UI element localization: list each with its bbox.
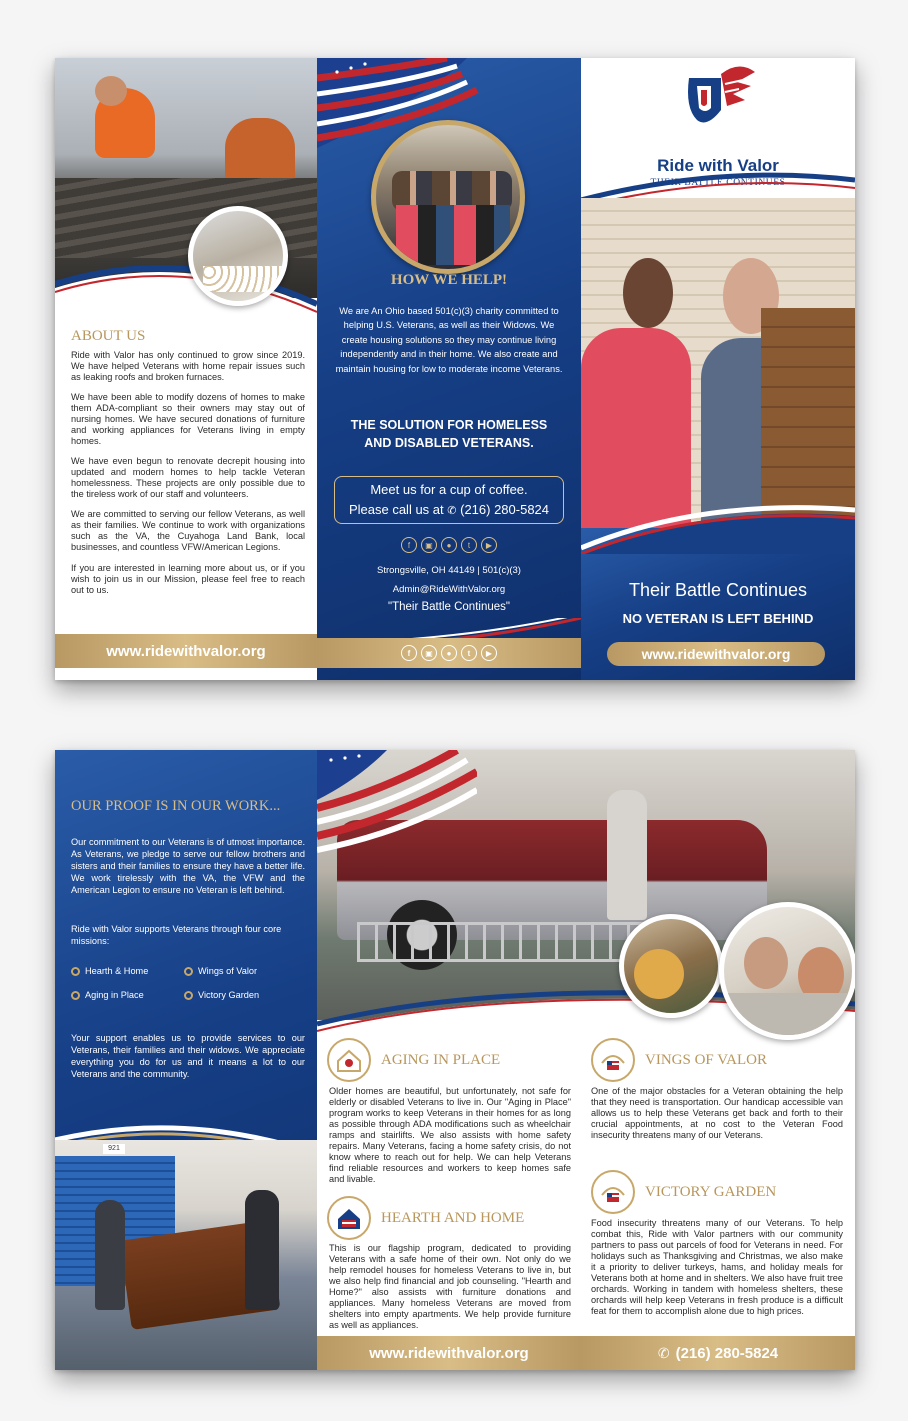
snapchat-icon[interactable]: ● — [441, 645, 457, 661]
programs-right-panel — [581, 1030, 855, 1370]
instagram-icon[interactable]: ▣ — [421, 537, 437, 553]
contact-box — [334, 476, 564, 524]
missions-intro: Ride with Valor supports Veterans through four core missions: — [71, 924, 282, 946]
social-icons — [317, 537, 581, 553]
volunteer-group-photo — [371, 120, 525, 274]
youtube-icon[interactable]: ▶ — [481, 537, 497, 553]
veteran-reaction-photo — [581, 198, 855, 528]
facebook-icon[interactable]: f — [401, 645, 417, 661]
mission-item — [184, 966, 257, 976]
mover-right — [245, 1190, 279, 1310]
unit-number: 921 — [103, 1144, 125, 1154]
website-link[interactable]: www.ridewithvalor.org — [317, 1336, 581, 1370]
worker-yellow-shirt — [634, 949, 684, 999]
aging-title: AGING IN PLACE — [381, 1052, 501, 1068]
wings-title: VINGS OF VALOR — [645, 1052, 767, 1068]
meal-prep-photo — [188, 206, 288, 306]
mission-label: Wings of Valor — [198, 966, 258, 976]
mission-item — [184, 990, 259, 1000]
website-link[interactable]: www.ridewithvalor.org — [55, 634, 317, 668]
proof-panel — [55, 750, 317, 1370]
wings-emblem-icon — [591, 1038, 635, 1082]
cover-panel — [581, 58, 855, 680]
twitter-icon[interactable]: t — [461, 645, 477, 661]
mission-label: Hearth & Home — [85, 966, 149, 976]
mission-label: Victory Garden — [198, 990, 260, 1000]
cover-subslogan: NO VETERAN IS LEFT BEHIND — [622, 611, 814, 626]
about-paragraph: If you are interested in learning more about us, or if you wish to join us in our Mission, please feel free to reach out to us. — [71, 562, 305, 595]
how-we-help-panel — [317, 58, 581, 680]
social-icons-footer — [401, 645, 497, 661]
hearth-emblem-icon — [327, 1196, 371, 1240]
repair-work-photo — [619, 914, 723, 1018]
phone-icon: ✆ — [447, 504, 457, 517]
hearth-title: HEARTH AND HOME — [381, 1210, 525, 1226]
contact-email[interactable]: Admin@RideWithValor.org — [392, 584, 506, 595]
furniture-moving-photo — [55, 1140, 317, 1370]
about-paragraph: We have even begun to renovate decrepit housing into updated and modern homes to help tackle Veteran homelessness. These projects are only possible due to the tireless work of our staff and volunteers. — [71, 456, 305, 500]
brochure-inside — [55, 750, 855, 1370]
wave-divider — [581, 504, 855, 554]
plates — [203, 266, 283, 292]
about-panel — [55, 58, 317, 680]
bullet-icon — [71, 967, 80, 976]
snapchat-icon[interactable]: ● — [441, 537, 457, 553]
cover-slogan: Their Battle Continues — [628, 580, 808, 600]
worker-head — [95, 76, 127, 106]
footer-phone[interactable]: (216) 280-5824 — [675, 1344, 779, 1362]
proof-intro: Our commitment to our Veterans is of utmost importance. As Veterans, we pledge to serve our fellow brothers and sisters and their families to ensure they have a better life. We work tirelessly with the VA, the VFW and the American Legion to ensure no Veteran is left behind. — [71, 837, 305, 895]
mission-label: Aging in Place — [85, 990, 144, 1000]
coffee-line: Meet us for a cup of coffee. — [370, 482, 528, 497]
brochure-outside — [55, 58, 855, 680]
eagle-flag-icon — [598, 1177, 628, 1207]
about-paragraph: Ride with Valor has only continued to grow since 2019. We have helped Veterans with home repair issues such as leaking roofs and broken furnaces. — [71, 350, 305, 383]
phone-icon: ✆ — [657, 1344, 670, 1361]
garden-text: Food insecurity threatens many of our Veterans. To help combat this, Ride with Valor partners with our community partners to pass out parcels of food for Veterans in need. For holidays such as Thanksgiving and Christmas, we also make it a priority to deliver turkeys, hams, and holiday meals for Veterans both at home and in shelters. We also have fruit tree orchards. Working in tandem with homeless shelters, these orchards will help keep Veterans in fresh produce is a difficult feat for them to accomplish alone due to high prices. — [591, 1218, 843, 1317]
bullet-icon — [184, 991, 193, 1000]
call-label: Please call us at — [348, 501, 444, 517]
aging-text: Older homes are beautiful, but unfortunately, not safe for elderly or disabled Veterans to live in. Our "Aging in Place" program works to keep Veterans in their homes for as long as possible through ADA modifications such as wheelchair ramps and stairlifts. We also assists with home safety repairs. Many Veterans, facing a home safety crisis, do not know where to reach out for help. We can help Veterans find reliable resources and workers to keep homes safe and livable. — [329, 1086, 571, 1185]
programs-left-panel — [317, 1030, 581, 1370]
quote: "Their Battle Continues" — [388, 601, 510, 613]
twitter-icon[interactable]: t — [461, 537, 477, 553]
proof-heading: OUR PROOF IS IN OUR WORK... — [71, 798, 281, 814]
brand-tagline: THEIR BATTLE CONTINUES — [650, 178, 786, 188]
call-line — [335, 500, 563, 520]
solution-tagline: THE SOLUTION FOR HOMELESS AND DISABLED VETERANS. — [350, 418, 548, 451]
about-paragraph: We are committed to serving our fellow Veterans, as well as their families. We continue to work with organizations such as the VA, the Cuyahoga Land Bank, local businesses, and countless VFW/American Legions. — [71, 509, 305, 553]
wings-text: One of the major obstacles for a Veteran obtaining the help that they need is transportation. Our handicap accessible van allows us to help these Veterans get back and forth to their crucial appointments, at no cost to the Veteran Food insecurity threatens many of our Veterans. — [591, 1086, 843, 1141]
bullet-icon — [71, 991, 80, 1000]
brand-name: Ride with Valor — [657, 156, 779, 175]
mission-item — [71, 990, 144, 1000]
aging-emblem-icon — [327, 1038, 371, 1082]
how-we-help-text: We are An Ohio based 501(c)(3) charity committed to helping U.S. Veterans, as well as their Widows. We create housing solutions so they may continue living independently and in their home. We also create and maintain housing for low to moderate income Veterans. — [335, 306, 563, 374]
youtube-icon[interactable]: ▶ — [481, 645, 497, 661]
ramp-railing — [357, 922, 657, 962]
house-flag-icon — [334, 1203, 364, 1233]
about-heading: ABOUT US — [71, 328, 146, 344]
footer-bar — [317, 638, 581, 668]
support-text: Your support enables us to provide services to our Veterans, their families and their widows. We appreciate everything you do for us and it means a lot to our Veterans and the community. — [71, 1033, 305, 1079]
home-heart-icon — [334, 1045, 364, 1075]
cover-website-link[interactable]: www.ridewithvalor.org — [607, 642, 825, 666]
hearth-text: This is our flagship program, dedicated to providing Veterans with a safe home of their own. Not only do we help remodel houses for homeless Veterans to live in, but we also help find financial and job counseling. "Hearth and Home?" also assists with furniture donations and appliances. Many homeless Veterans are moved from shelters into empty apartments. We help provide furniture as well as appliances. — [329, 1243, 571, 1331]
flag-banner — [317, 750, 477, 860]
facebook-icon[interactable]: f — [401, 537, 417, 553]
volunteers-drilling-photo — [719, 902, 855, 1040]
veteran-on-lift — [607, 790, 647, 920]
contact-phone[interactable]: (216) 280-5824 — [460, 501, 550, 517]
group-shirts — [396, 205, 510, 265]
garden-title: VICTORY GARDEN — [645, 1184, 777, 1200]
logo-area — [581, 58, 855, 188]
bullet-icon — [184, 967, 193, 976]
about-paragraph: We have been able to modify dozens of homes to make them ADA-compliant so their owners may stay out of nursing homes. We have secured donations of furniture and working appliances for Veterans living in empty homes. — [71, 392, 305, 447]
woman-pink-shirt — [581, 328, 691, 528]
phone-bar — [581, 1336, 855, 1370]
wooden-post — [761, 308, 855, 518]
volunteer-face — [744, 937, 788, 989]
how-we-help-heading: HOW WE HELP! — [390, 272, 508, 288]
about-body — [71, 350, 305, 596]
address: Strongsville, OH 44149 | 501(c)(3) — [377, 565, 521, 576]
instagram-icon[interactable]: ▣ — [421, 645, 437, 661]
valor-shield-logo — [677, 64, 759, 142]
mission-item — [71, 966, 148, 976]
garden-emblem-icon — [591, 1170, 635, 1214]
eagle-flag-icon — [598, 1045, 628, 1075]
woman-face — [623, 258, 673, 328]
mover-left — [95, 1200, 125, 1310]
